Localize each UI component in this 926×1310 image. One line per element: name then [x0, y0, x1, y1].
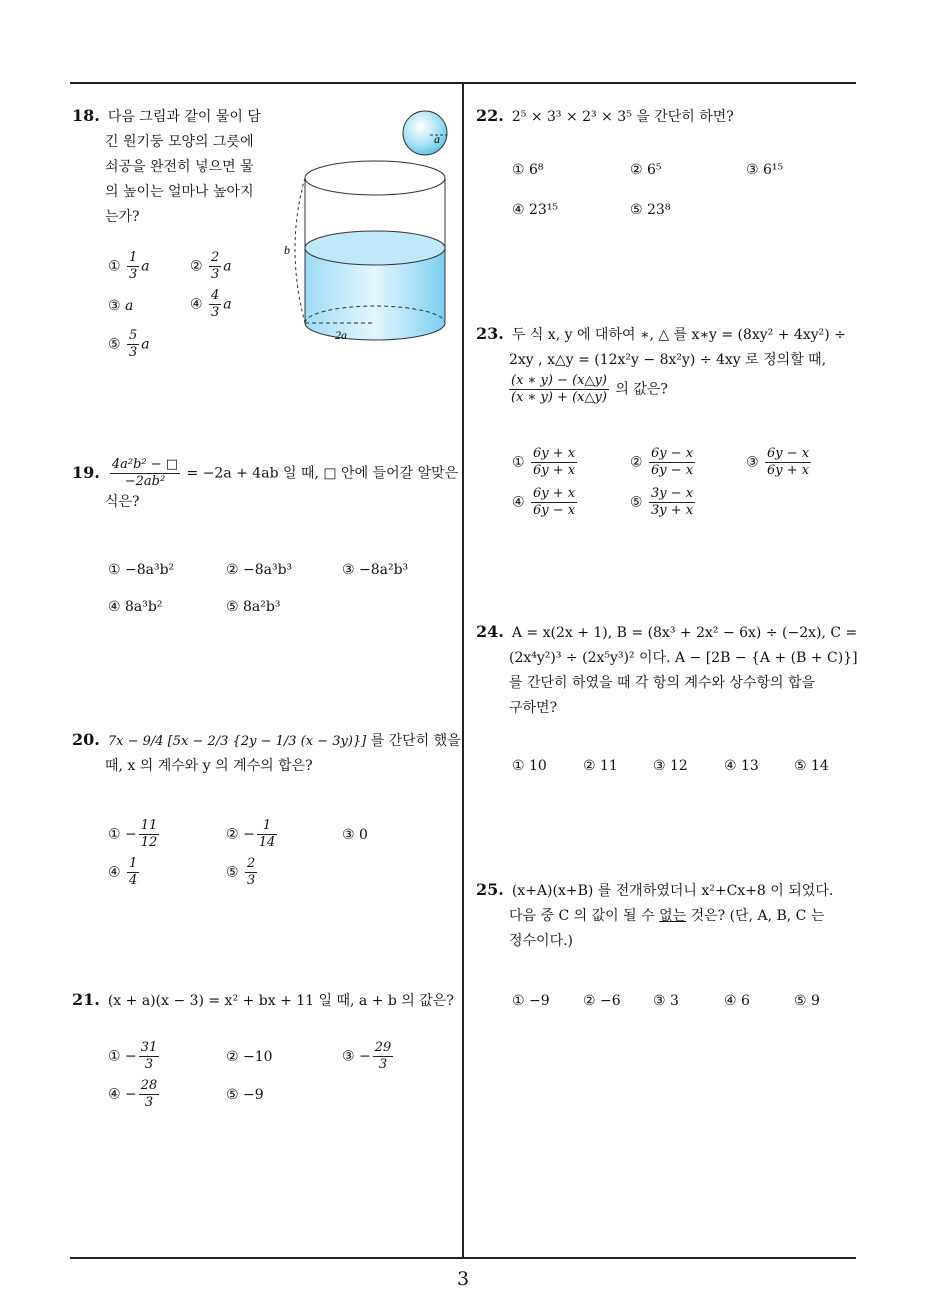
question-20: 20. 7x − 9/4 [5x − 2/3 {2y − 1/3 (x − 3y)}] 를 간단히 했을 때, x 의 계수와 y 의 계수의 합은? [72, 730, 461, 774]
q21-option-5[interactable]: ⑤ −9 [226, 1087, 264, 1103]
q24-option-5[interactable]: ⑤ 14 [794, 758, 829, 774]
q20-option-3[interactable]: ③ 0 [342, 827, 368, 843]
q19-option-2[interactable]: ② −8a³b³ [226, 562, 293, 578]
q24-option-3[interactable]: ③ 12 [653, 758, 688, 774]
q18-option-4[interactable]: ④ $\frac{4}{3}$ a [190, 288, 232, 320]
q18-option-1[interactable]: ① $\frac{1}{3}$ a [108, 250, 150, 282]
q23-option-1[interactable]: ① $\frac{6y + x}{6y + x}$ [512, 446, 576, 478]
svg-text:2a: 2a [335, 328, 347, 342]
question-number: 18. [72, 106, 100, 125]
q19-option-1[interactable]: ① −8a³b² [108, 562, 175, 578]
q20-option-1[interactable]: ① − $\frac{11}{12}$ [108, 818, 158, 850]
q25-option-4[interactable]: ④ 6 [724, 993, 750, 1009]
q24-option-1[interactable]: ① 10 [512, 758, 547, 774]
q22-option-2[interactable]: ② 6⁵ [630, 162, 662, 178]
q23-option-4[interactable]: ④ $\frac{6y + x}{6y - x}$ [512, 486, 576, 518]
svg-text:a: a [434, 132, 440, 146]
svg-text:b: b [284, 243, 290, 257]
question-24: 24. A = x(2x + 1), B = (8x³ + 2x² − 6x) ÷ (−2x), C = (2x⁴y²)³ ÷ (2x⁵y³)² 이다. A − [2B − {A + (B + C)}] 를 간단히 하였을 때 각 항의 계수와 상수항의 합을 구하면? [476, 622, 858, 716]
q25-option-1[interactable]: ① −9 [512, 993, 550, 1009]
q18-option-3[interactable]: ③ a [108, 298, 134, 314]
question-18: 18. 다음 그림과 같이 물이 담 긴 원기둥 모양의 그릇에 쇠공을 완전히 넣으면 물 의 높이는 얼마나 높아지 는가? [72, 106, 261, 225]
q21-option-1[interactable]: ① − $\frac{31}{3}$ [108, 1040, 158, 1072]
q23-option-5[interactable]: ⑤ $\frac{3y - x}{3y + x}$ [630, 486, 694, 518]
q18-option-2[interactable]: ② $\frac{2}{3}$ a [190, 250, 232, 282]
q23-option-2[interactable]: ② $\frac{6y - x}{6y - x}$ [630, 446, 694, 478]
q24-option-2[interactable]: ② 11 [583, 758, 618, 774]
q22-option-1[interactable]: ① 6⁸ [512, 162, 544, 178]
ball [403, 111, 447, 155]
q19-option-5[interactable]: ⑤ 8a²b³ [226, 599, 281, 615]
q24-option-4[interactable]: ④ 13 [724, 758, 759, 774]
column-divider [462, 83, 464, 1258]
q19-option-3[interactable]: ③ −8a²b³ [342, 562, 409, 578]
q18-option-5[interactable]: ⑤ $\frac{5}{3}$ a [108, 328, 150, 360]
q20-option-5[interactable]: ⑤ $\frac{2}{3}$ [226, 856, 256, 888]
q23-option-3[interactable]: ③ $\frac{6y - x}{6y + x}$ [746, 446, 810, 478]
question-23: 23. 두 식 x, y 에 대하여 ∗, △ 를 x∗y = (8xy² + 4xy²) ÷ 2xy , x△y = (12x²y − 8x²y) ÷ 4xy 로 정의할 때, $\frac{(x ∗ y) - (x\triangle y)}{(x ∗ y) + (x\triangle y)}$ 의 값은? [476, 324, 846, 405]
q22-option-4[interactable]: ④ 23¹⁵ [512, 202, 559, 218]
q25-option-5[interactable]: ⑤ 9 [794, 993, 820, 1009]
question-21: 21. (x + a)(x − 3) = x² + bx + 11 일 때, a + b 의 값은? [72, 990, 454, 1009]
q22-option-3[interactable]: ③ 6¹⁵ [746, 162, 784, 178]
question-25: 25. (x+A)(x+B) 를 전개하였더니 x²+Cx+8 이 되었다. 다음 중 C 의 값이 될 수 없는 것은? (단, A, B, C 는 정수이다.) [476, 880, 834, 949]
question-19: 19. $\frac{\text{4a²b² − □}}{\text{−2ab²}}$ = −2a + 4ab 일 때, □ 안에 들어갈 알맞은 식은? [72, 457, 459, 510]
q25-option-3[interactable]: ③ 3 [653, 993, 679, 1009]
cylinder-figure [280, 108, 460, 358]
q20-option-4[interactable]: ④ $\frac{1}{4}$ [108, 856, 138, 888]
q19-option-4[interactable]: ④ 8a³b² [108, 599, 163, 615]
q25-option-2[interactable]: ② −6 [583, 993, 621, 1009]
q20-option-2[interactable]: ② − $\frac{1}{14}$ [226, 818, 276, 850]
bottom-rule [70, 1257, 856, 1259]
q21-option-4[interactable]: ④ − $\frac{28}{3}$ [108, 1078, 158, 1110]
cylinder-top [305, 161, 445, 195]
q21-option-3[interactable]: ③ − $\frac{29}{3}$ [342, 1040, 392, 1072]
page-number: 3 [456, 1268, 470, 1290]
q21-option-2[interactable]: ② −10 [226, 1049, 273, 1065]
q22-option-5[interactable]: ⑤ 23⁸ [630, 202, 671, 218]
question-22: 22. 2⁵ × 3³ × 2³ × 3⁵ 을 간단히 하면? [476, 106, 734, 125]
